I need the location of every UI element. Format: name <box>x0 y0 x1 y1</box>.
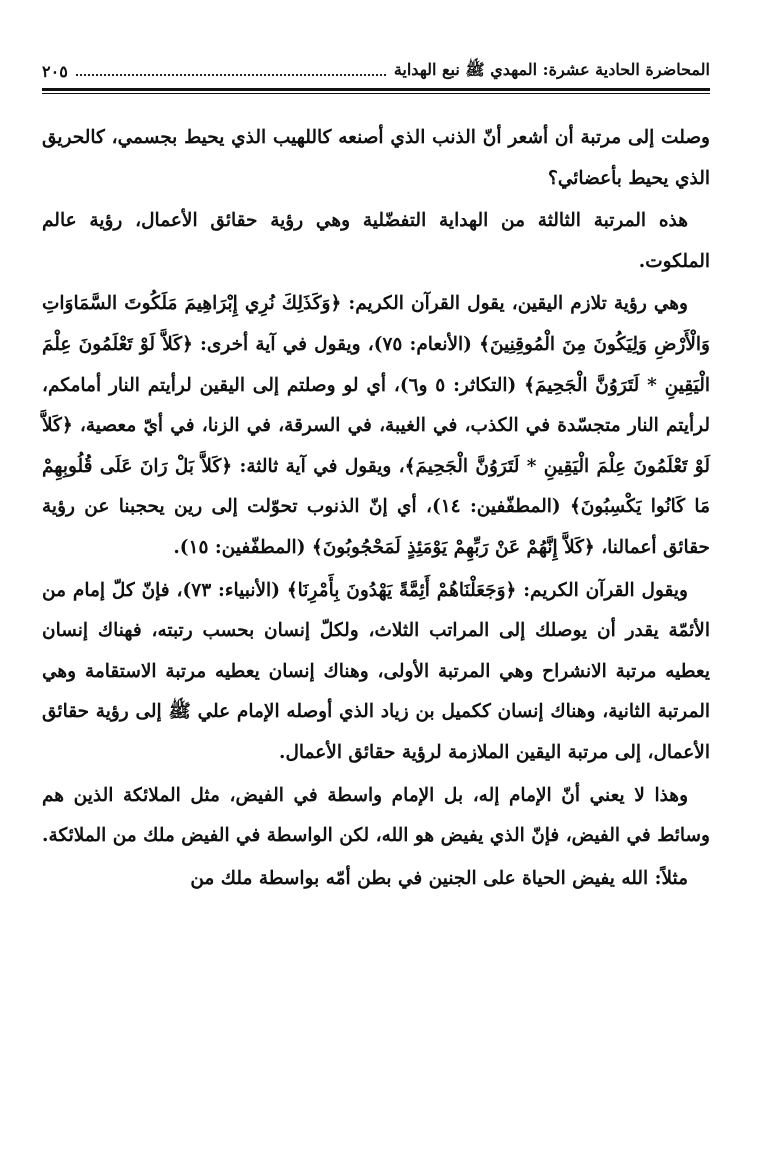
header-rule-thick <box>42 88 710 91</box>
paragraph: هذه المرتبة الثالثة من الهداية التفضّلية وهي رؤية حقائق الأعمال، رؤية عالم الملكوت. <box>42 210 710 272</box>
body-text <box>42 118 710 901</box>
chapter-title: المحاضرة الحادية عشرة: المهدي ﷺ نبع الهداية <box>393 59 710 79</box>
header-rule-thin <box>42 93 710 94</box>
running-header <box>42 56 710 86</box>
header-dot-leader <box>76 74 386 76</box>
paragraph: وصلت إلى مرتبة أن أشعر أنّ الذنب الذي أصنعه كاللهيب الذي يحيط بجسمي، كالحريق الذي يحيط بأعضائي؟ <box>42 127 710 189</box>
page-number: ٢٠٥ <box>42 61 68 81</box>
paragraph: وهذا لا يعني أنّ الإمام إله، بل الإمام واسطة في الفيض، مثل الملائكة الذين هم وسائط في الفيض، فإنّ الذي يفيض هو الله، لكن الواسطة في الفيض ملك من الملائكة. <box>42 784 710 847</box>
paragraph: ويقول القرآن الكريم: ﴿وَجَعَلْنَاهُمْ أَئِمَّةً يَهْدُونَ بِأَمْرِنَا﴾ (الأنبياء: ٧٣)، فإنّ كلّ إمام من الأئمّة يقدر أن يوصلك إلى المراتب الثلاث، ولكلّ إنسان بحسب رتبته، فهناك إنسان يعطيه مرتبة الانشراح وهي المرتبة الأولى، وهناك إنسان يعطيه مرتبة الاستقامة وهي المرتبة الثانية، وهناك إنسان ككميل بن زياد الذي أوصله الإمام علي ﷺ إلى رؤية حقائق الأعمال، إلى مرتبة اليقين الملازمة لرؤية حقائق الأعمال. <box>42 579 710 763</box>
paragraph: مثلاً: الله يفيض الحياة على الجنين في بطن أمّه بواسطة ملك من <box>190 867 688 889</box>
paragraph: وهي رؤية تلازم اليقين، يقول القرآن الكريم: ﴿وَكَذَلِكَ نُرِي إِبْرَاهِيمَ مَلَكُوتَ السَّمَاوَاتِ وَالْأَرْضِ وَلِيَكُونَ مِنَ الْمُوقِنِينَ﴾ (الأنعام: ٧٥)، ويقول في آية أخرى: ﴿كَلاَّ لَوْ تَعْلَمُونَ عِلْمَ الْيَقِينِ * لَتَرَوُنَّ الْجَحِيمَ﴾ (التكاثر: ٥ و٦)، أي لو وصلتم إلى اليقين لرأيتم النار أمامكم، لرأيتم النار متجسّدة في الكذب، في الغيبة، في السرقة، في الزنا، في أيّ معصية، ﴿كَلاَّ لَوْ تَعْلَمُونَ عِلْمَ الْيَقِينِ * لَتَرَوُنَّ الْجَحِيمَ﴾، ويقول في آية ثالثة: ﴿كَلاَّ بَلْ رَانَ عَلَى قُلُوبِهِمْ مَا كَانُوا يَكْسِبُونَ﴾ (المطفّفين: ١٤)، أي إنّ الذنوب تحوّلت إلى رين يحجبنا عن رؤية حقائق أعمالنا، ﴿كَلاَّ إِنَّهُمْ عَنْ رَبِّهِمْ يَوْمَئِذٍ لَمَحْجُوبُونَ﴾ (المطفّفين: ١٥). <box>42 293 710 558</box>
